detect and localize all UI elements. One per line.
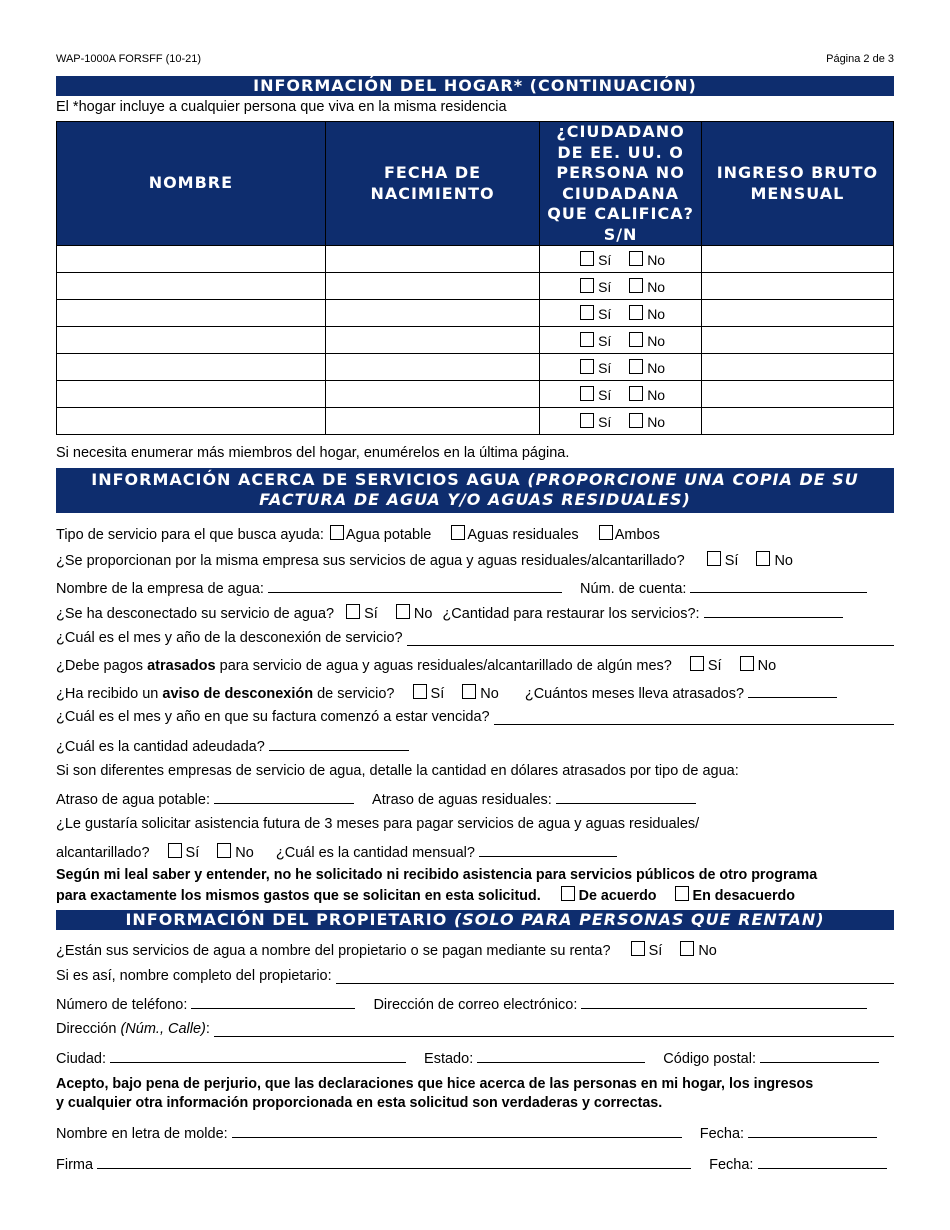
- monthly-amount-field[interactable]: [479, 842, 617, 857]
- restore-amount-label: ¿Cantidad para restaurar los servicios?:: [442, 606, 700, 622]
- no-duplicate-line2: para exactamente los mismos gastos que se solicitan en esta solicitud.: [56, 888, 541, 904]
- income-cell[interactable]: [701, 246, 893, 273]
- no-checkbox[interactable]: [629, 305, 643, 320]
- print-name-row: [56, 1123, 894, 1142]
- no-label: No: [647, 251, 666, 268]
- same-company-question: ¿Se proporcionan por la misma empresa sus servicios de agua y aguas residuales/alcantarillado?: [56, 553, 685, 569]
- city-label: Ciudad:: [56, 1051, 106, 1067]
- past-due-pre: ¿Debe pagos: [56, 658, 148, 674]
- no-checkbox[interactable]: [629, 413, 643, 428]
- no-label: No: [774, 553, 793, 569]
- col-header-name: NOMBRE: [57, 122, 326, 246]
- col-header-citizen: ¿CIUDADANO DE EE. UU. O PERSONA NO CIUDADANA QUE CALIFICA? S/N: [540, 122, 702, 246]
- notice-bold: aviso de desconexión: [162, 686, 314, 702]
- no-label: No: [698, 943, 717, 959]
- phone-label: Número de teléfono:: [56, 997, 188, 1013]
- same-company-yes-checkbox[interactable]: [707, 551, 721, 566]
- landlord-name-row: [56, 968, 894, 984]
- name-cell[interactable]: [57, 246, 326, 273]
- household-footnote: Si necesita enumerar más miembros del hogar, enumérelos en la última página.: [56, 445, 570, 461]
- signature-label: Firma: [56, 1157, 94, 1173]
- certify-line2: y cualquier otra información proporcionada en esta solicitud son verdaderas y correctas.: [56, 1095, 663, 1111]
- yes-checkbox[interactable]: [580, 413, 594, 428]
- yes-label: Sí: [364, 606, 378, 622]
- signature-date-field[interactable]: [758, 1154, 887, 1169]
- overdue-date-field[interactable]: [494, 710, 894, 725]
- household-row: [57, 381, 894, 408]
- email-label: Dirección de correo electrónico:: [373, 997, 578, 1013]
- account-field[interactable]: [690, 578, 867, 593]
- dob-cell[interactable]: [325, 354, 540, 381]
- past-due-bold: atrasados: [147, 658, 216, 674]
- potable-arrears-field[interactable]: [214, 789, 354, 804]
- yes-label: Sí: [598, 305, 612, 322]
- no-label: No: [647, 278, 666, 295]
- signature-date-label: Fecha:: [709, 1157, 754, 1173]
- dob-cell[interactable]: [325, 246, 540, 273]
- citizen-cell: [540, 381, 702, 408]
- landlord-no-checkbox[interactable]: [680, 941, 694, 956]
- company-row: [56, 578, 894, 597]
- yes-checkbox[interactable]: [580, 332, 594, 347]
- amount-owed-row: [56, 736, 894, 755]
- different-companies-note: Si son diferentes empresas de servicio de agua, detalle la cantidad en dólares atrasados por tipo de agua:: [56, 763, 739, 779]
- past-due-no-checkbox[interactable]: [740, 656, 754, 671]
- landlord-title: INFORMACIÓN DEL PROPIETARIO: [125, 910, 448, 929]
- future-assistance-row: [56, 842, 894, 861]
- email-field[interactable]: [581, 994, 867, 1009]
- name-cell[interactable]: [57, 354, 326, 381]
- no-duplicate-line1: Según mi leal saber y entender, no he solicitado ni recibido asistencia para servicios públicos de otro programa: [56, 867, 818, 883]
- same-company-row: [56, 551, 894, 569]
- no-label: No: [647, 413, 666, 430]
- address-row: Dirección (Núm., Calle) :: [56, 1021, 894, 1037]
- no-label: No: [647, 386, 666, 403]
- date-field[interactable]: [748, 1123, 877, 1138]
- company-name-field[interactable]: [268, 578, 562, 593]
- household-row: [57, 300, 894, 327]
- income-cell[interactable]: [701, 408, 893, 435]
- yes-label: Sí: [724, 553, 739, 569]
- yes-label: Sí: [707, 658, 722, 674]
- income-cell[interactable]: [701, 273, 893, 300]
- city-row: [56, 1048, 894, 1067]
- no-checkbox[interactable]: [629, 251, 643, 266]
- no-checkbox[interactable]: [629, 359, 643, 374]
- disconnected-no-checkbox[interactable]: [396, 604, 410, 619]
- no-duplicate-row: [56, 886, 894, 904]
- household-row: [57, 354, 894, 381]
- address-field[interactable]: [214, 1022, 894, 1037]
- months-behind-field[interactable]: [748, 683, 837, 698]
- overdue-date-row: [56, 709, 894, 725]
- name-cell[interactable]: [57, 381, 326, 408]
- landlord-section-title: [56, 910, 894, 930]
- landlord-title-italic: (SOLO PARA PERSONAS QUE RENTAN): [453, 910, 825, 929]
- citizen-cell: [540, 354, 702, 381]
- landlord-name-label: Si es así, nombre completo del propietario:: [56, 968, 332, 984]
- yes-label: Sí: [185, 845, 200, 861]
- zip-label: Código postal:: [663, 1051, 756, 1067]
- citizen-cell: [540, 327, 702, 354]
- landlord-question: ¿Están sus servicios de agua a nombre del propietario o se pagan mediante su renta?: [56, 943, 611, 959]
- yes-label: Sí: [598, 278, 612, 295]
- page-number: Página 2 de 3: [826, 53, 894, 65]
- yes-label: Sí: [598, 251, 612, 268]
- yes-checkbox[interactable]: [580, 359, 594, 374]
- company-name-label: Nombre de la empresa de agua:: [56, 581, 264, 597]
- no-label: No: [647, 305, 666, 322]
- notice-pre: ¿Ha recibido un: [56, 686, 163, 702]
- state-field[interactable]: [477, 1048, 645, 1063]
- col-header-income: INGRESO BRUTO MENSUAL: [701, 122, 893, 246]
- yes-checkbox[interactable]: [580, 386, 594, 401]
- dob-cell[interactable]: [325, 327, 540, 354]
- household-row: [57, 408, 894, 435]
- no-label: No: [647, 332, 666, 349]
- zip-field[interactable]: [760, 1048, 879, 1063]
- household-note: El *hogar incluye a cualquier persona que viva en la misma residencia: [56, 99, 507, 115]
- waste-arrears-label: Atraso de aguas residuales:: [372, 792, 552, 808]
- dob-cell[interactable]: [325, 273, 540, 300]
- notice-no-checkbox[interactable]: [462, 684, 476, 699]
- wastewater-label: Aguas residuales: [467, 527, 579, 543]
- amount-owed-label: ¿Cuál es la cantidad adeudada?: [56, 739, 265, 755]
- yes-checkbox[interactable]: [580, 278, 594, 293]
- dob-cell[interactable]: [325, 408, 540, 435]
- no-label: No: [647, 359, 666, 376]
- agree-label: De acuerdo: [578, 888, 657, 904]
- water-title-italic: (PROPORCIONE UNA COPIA DE SU FACTURA DE AGUA Y/O AGUAS RESIDUALES): [259, 470, 859, 509]
- account-label: Núm. de cuenta:: [580, 581, 687, 597]
- dob-cell[interactable]: [325, 300, 540, 327]
- citizen-cell: [540, 273, 702, 300]
- household-row: [57, 246, 894, 273]
- state-label: Estado:: [424, 1051, 474, 1067]
- col-header-dob: FECHA DE NACIMIENTO: [325, 122, 540, 246]
- address-italic: (Núm., Calle): [120, 1021, 206, 1037]
- notice-post: de servicio?: [313, 686, 395, 702]
- phone-field[interactable]: [191, 994, 355, 1009]
- amount-owed-field[interactable]: [269, 736, 409, 751]
- water-title: INFORMACIÓN ACERCA DE SERVICIOS AGUA: [91, 470, 521, 489]
- disconnect-date-field[interactable]: [407, 631, 894, 646]
- future-assistance-label: alcantarillado?: [56, 845, 150, 861]
- disagree-checkbox[interactable]: [675, 886, 689, 901]
- certify-line1: Acepto, bajo pena de perjurio, que las declaraciones que hice acerca de las personas en mi hogar, los ingresos: [56, 1076, 814, 1092]
- citizen-cell: [540, 300, 702, 327]
- yes-label: Sí: [648, 943, 663, 959]
- no-label: No: [413, 606, 433, 622]
- income-cell[interactable]: [701, 300, 893, 327]
- waste-arrears-field[interactable]: [556, 789, 696, 804]
- potable-arrears-label: Atraso de agua potable:: [56, 792, 210, 808]
- disconnect-date-label: ¿Cuál es el mes y año de la desconexión de servicio?: [56, 630, 403, 646]
- potable-label: Agua potable: [345, 527, 432, 543]
- notice-yes-checkbox[interactable]: [413, 684, 427, 699]
- disconnected-yes-checkbox[interactable]: [346, 604, 360, 619]
- service-type-row: [56, 525, 894, 543]
- water-section-title: [56, 468, 894, 513]
- past-due-row: [56, 656, 894, 674]
- print-name-field[interactable]: [232, 1123, 682, 1138]
- past-due-yes-checkbox[interactable]: [690, 656, 704, 671]
- form-id: WAP-1000A FORSFF (10-21): [56, 53, 202, 65]
- arrears-row: [56, 789, 894, 808]
- past-due-post: para servicio de agua y aguas residuales/alcantarillado de algún mes?: [215, 658, 672, 674]
- no-label: No: [235, 845, 254, 861]
- yes-label: Sí: [598, 332, 612, 349]
- yes-label: Sí: [598, 413, 612, 430]
- future-no-checkbox[interactable]: [217, 843, 231, 858]
- household-row: [57, 273, 894, 300]
- city-field[interactable]: [110, 1048, 406, 1063]
- name-cell[interactable]: [57, 273, 326, 300]
- disconnect-date-row: [56, 630, 894, 646]
- print-name-label: Nombre en letra de molde:: [56, 1126, 228, 1142]
- household-row: [57, 327, 894, 354]
- household-table: [56, 121, 894, 435]
- future-assistance-line1: ¿Le gustaría solicitar asistencia futura de 3 meses para pagar servicios de agua y aguas residuales/: [56, 816, 700, 832]
- landlord-name-field[interactable]: [336, 969, 894, 984]
- yes-label: Sí: [430, 686, 445, 702]
- future-yes-checkbox[interactable]: [168, 843, 182, 858]
- overdue-date-label: ¿Cuál es el mes y año en que su factura comenzó a estar vencida?: [56, 709, 490, 725]
- name-cell[interactable]: [57, 408, 326, 435]
- monthly-amount-label: ¿Cuál es la cantidad mensual?: [275, 845, 475, 861]
- income-cell[interactable]: [701, 381, 893, 408]
- same-company-no-checkbox[interactable]: [756, 551, 770, 566]
- potable-checkbox[interactable]: [330, 525, 344, 540]
- restore-amount-field[interactable]: [704, 603, 843, 618]
- signature-field[interactable]: [97, 1154, 691, 1169]
- yes-checkbox[interactable]: [580, 305, 594, 320]
- no-label: No: [480, 686, 499, 702]
- address-label: Dirección: [56, 1021, 117, 1037]
- no-checkbox[interactable]: [629, 332, 643, 347]
- landlord-yes-checkbox[interactable]: [631, 941, 645, 956]
- landlord-question-row: [56, 941, 894, 959]
- household-section-title: INFORMACIÓN DEL HOGAR* (CONTINUACIÓN): [56, 76, 894, 96]
- income-cell[interactable]: [701, 327, 893, 354]
- signature-row: [56, 1154, 894, 1173]
- date-label: Fecha:: [699, 1126, 745, 1142]
- yes-label: Sí: [598, 386, 612, 403]
- wastewater-checkbox[interactable]: [451, 525, 465, 540]
- name-cell[interactable]: [57, 300, 326, 327]
- agree-checkbox[interactable]: [561, 886, 575, 901]
- citizen-cell: [540, 246, 702, 273]
- disconnected-row: [56, 603, 894, 622]
- yes-label: Sí: [598, 359, 612, 376]
- both-label: Ambos: [614, 527, 660, 543]
- citizen-cell: [540, 408, 702, 435]
- disconnected-question: ¿Se ha desconectado su servicio de agua?: [56, 606, 335, 622]
- disagree-label: En desacuerdo: [692, 888, 796, 904]
- dob-cell[interactable]: [325, 381, 540, 408]
- notice-row: [56, 683, 894, 702]
- contact-row: [56, 994, 894, 1013]
- service-type-label: Tipo de servicio para el que busca ayuda:: [56, 527, 324, 543]
- income-cell[interactable]: [701, 354, 893, 381]
- months-behind-label: ¿Cuántos meses lleva atrasados?: [524, 686, 745, 702]
- no-label: No: [757, 658, 777, 674]
- yes-checkbox[interactable]: [580, 251, 594, 266]
- no-checkbox[interactable]: [629, 386, 643, 401]
- name-cell[interactable]: [57, 327, 326, 354]
- no-checkbox[interactable]: [629, 278, 643, 293]
- both-checkbox[interactable]: [599, 525, 613, 540]
